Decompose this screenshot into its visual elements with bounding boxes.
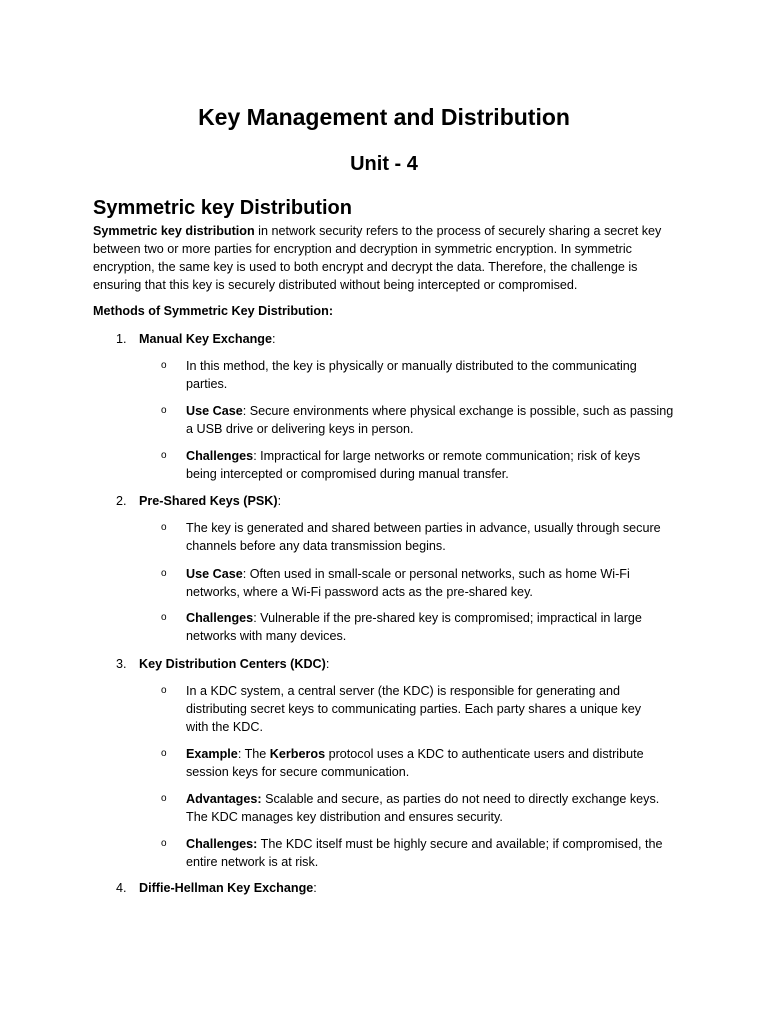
method-title: Manual Key Exchange	[139, 332, 272, 346]
method-item: 3. Key Distribution Centers (KDC):	[116, 657, 330, 671]
method-number: 4.	[116, 881, 127, 895]
intro-line: ensuring that this key is securely distributed without being intercepted or compromised.	[93, 278, 578, 292]
intro-paragraph	[93, 222, 678, 294]
methods-heading: Methods of Symmetric Key Distribution:	[93, 304, 334, 318]
document-title: Key Management and Distribution	[198, 104, 570, 130]
intro-line: encryption, the same key is used to both encrypt and decrypt the data. Therefore, the challenge is	[93, 260, 638, 274]
bullet-icon: o	[161, 568, 167, 579]
bullet-icon: o	[161, 793, 167, 804]
bullet-icon: o	[161, 838, 167, 849]
method-title: Diffie-Hellman Key Exchange	[139, 881, 314, 895]
unit-title: Unit - 4	[350, 153, 418, 175]
intro-line: between two or more parties for encryption and decryption in symmetric encryption. In symmetric	[93, 242, 632, 256]
method-title: Key Distribution Centers (KDC)	[139, 657, 326, 671]
document-page: Key Management and Distribution Unit - 4 Symmetric key Distribution Symmetric key distribution in network security refers to the process of securely sharing a secret key between two or more parties for encryption and decryption in symmetric encryption. In symmetric encryption, the same key is used to both encrypt and decrypt the data. Therefore, the challenge is ensuring that this key is securely distributed without being intercepted or compromised. Methods of Symmetric Key Distribution: 1. Manual Key Exchange: o In this method, the key is physically or manually distributed to the communicating parties. o Use Case: Secure environments where physical exchange is possible, such as passing a USB drive or delivering keys in person. o Challenges: Impractical for large networks or remote communication; risk of keys being intercepted or compromised during manual transfer. 2. Pre-Shared Keys (PSK): o The key is generated and shared between parties in advance, usually through secure channels before any data transmission begins. o Use Case: Often used in small-scale or personal networks, such as home Wi-Fi networks, where a Wi-Fi password acts as the pre-shared key. o Challenges: Vulnerable if the pre-shared key is compromised; impractical in large networks with many devices. 3. Key Distribution Centers (KDC): o In a KDC system, a central server (the KDC) is responsible for generating and distributing secret keys to communicating parties. Each party shares a unique key with the KDC. o Example: The Kerberos protocol uses a KDC to authenticate users and distribute session keys for secure communication. o Advantages: Scalable and secure, as parties do not need to directly exchange keys. The KDC manages key distribution and ensures security. o Challenges: The KDC itself must be highly secure and available; if compromised, the entire network is at risk. 4. Diffie-Hellman Key Exchange:	[0, 0, 768, 1024]
method-item: 2. Pre-Shared Keys (PSK):	[116, 494, 282, 508]
method-number: 2.	[116, 494, 127, 508]
section-heading: Symmetric key Distribution	[93, 197, 352, 219]
method-item: 1. Manual Key Exchange:	[116, 332, 276, 346]
method-number: 3.	[116, 657, 127, 671]
bullet-icon: o	[161, 360, 167, 371]
bullet-icon: o	[161, 405, 167, 416]
method-title: Pre-Shared Keys (PSK)	[139, 494, 278, 508]
bullet-icon: o	[161, 522, 167, 533]
method-item: 4. Diffie-Hellman Key Exchange:	[116, 881, 317, 895]
bullet-icon: o	[161, 748, 167, 759]
intro-line: Symmetric key distribution in network security refers to the process of securely sharing a secret key	[93, 224, 662, 238]
bullet-icon: o	[161, 685, 167, 696]
method-number: 1.	[116, 332, 127, 346]
bullet-icon: o	[161, 612, 167, 623]
intro-lead: Symmetric key distribution	[93, 224, 255, 238]
bullet-icon: o	[161, 450, 167, 461]
